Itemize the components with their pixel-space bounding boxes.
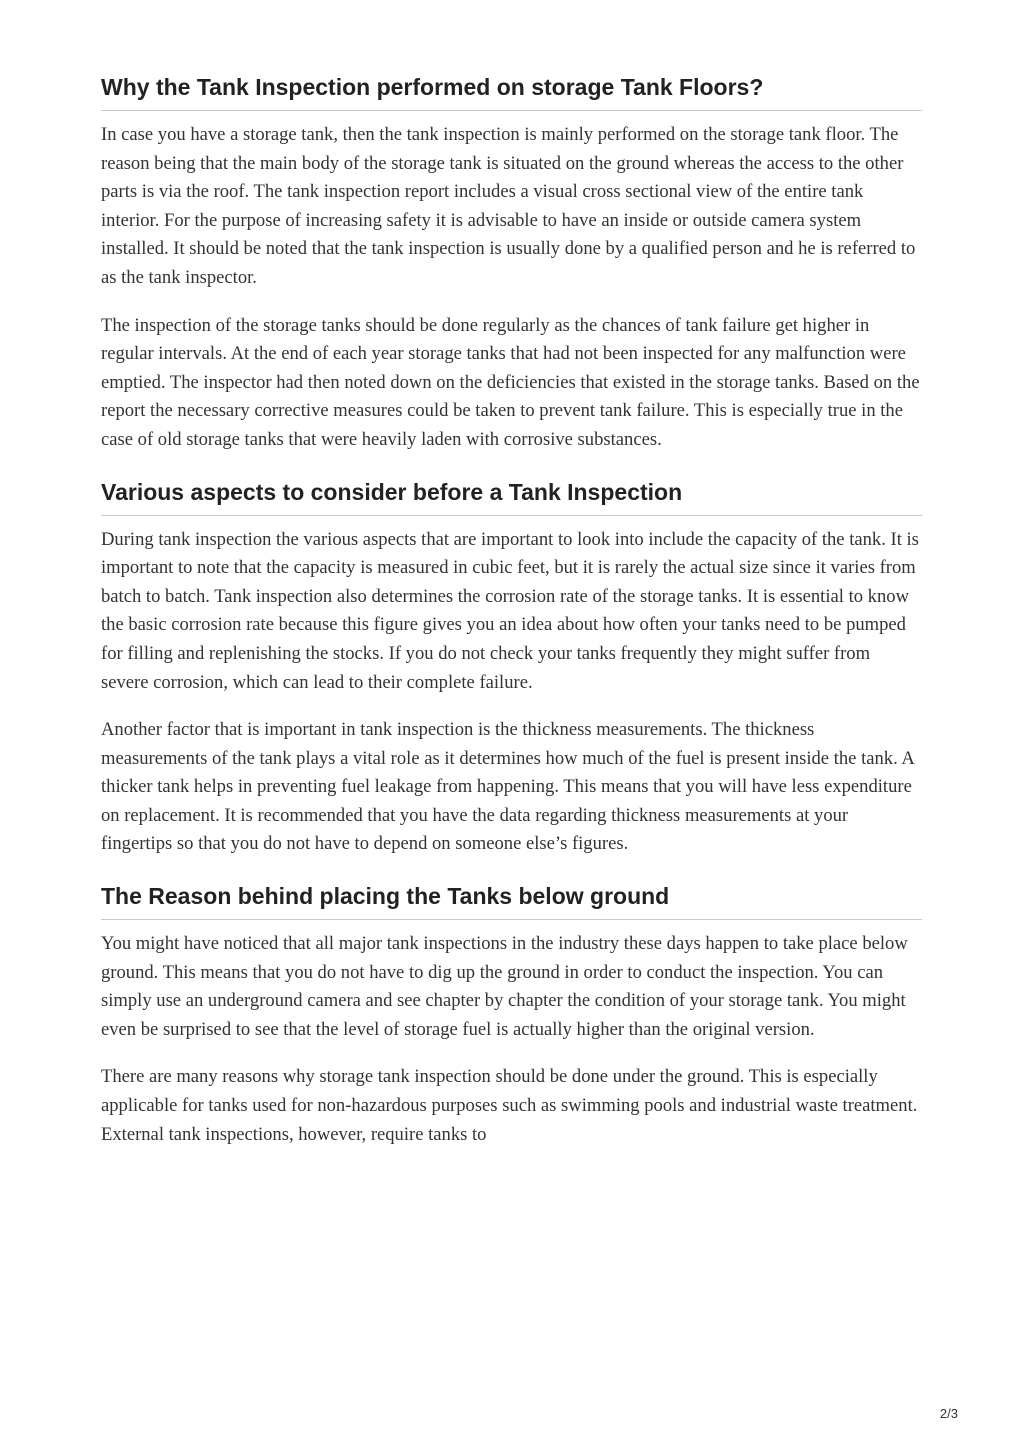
paragraph: You might have noticed that all major tank inspections in the industry these days happen to take place below ground. This means that you do not have to dig up the ground in order to conduct the inspection. You can simply use an underground camera and see chapter by chapter the condition of your storage tank. You might even be surprised to see that the level of storage fuel is actually higher than the original version.: [101, 933, 908, 1040]
paragraph: There are many reasons why storage tank inspection should be done under the ground. This is especially applicable for tanks used for non-hazardous purposes such as swimming pools and industrial waste treatment. External tank inspections, however, require tanks to: [101, 1066, 918, 1145]
section-heading: Various aspects to consider before a Tank Inspection: [101, 477, 922, 516]
section-tank-floors: [101, 72, 922, 455]
section-heading: Why the Tank Inspection performed on storage Tank Floors?: [101, 72, 922, 111]
paragraph: The inspection of the storage tanks should be done regularly as the chances of tank failure get higher in regular intervals. At the end of each year storage tanks that had not been inspected for any malfunction were emptied. The inspector had then noted down on the deficiencies that existed in the storage tanks. Based on the report the necessary corrective measures could be taken to prevent tank failure. This is especially true in the case of old storage tanks that were heavily laden with corrosive substances.: [101, 314, 920, 450]
paragraph: Another factor that is important in tank inspection is the thickness measurements. The thickness measurements of the tank plays a vital role as it determines how much of the fuel is present inside the tank. A thicker tank helps in preventing fuel leakage from happening. This means that you will have less expenditure on replacement. It is recommended that you have the data regarding thickness measurements at your fingertips so that you do not have to depend on someone else’s figures.: [101, 719, 914, 855]
section-heading: The Reason behind placing the Tanks below ground: [101, 881, 922, 920]
paragraph: During tank inspection the various aspects that are important to look into include the capacity of the tank. It is important to note that the capacity is measured in cubic feet, but it is rarely the actual size since it varies from batch to batch. Tank inspection also determines the corrosion rate of the storage tanks. It is essential to know the basic corrosion rate because this figure gives you an idea about how often your tanks need to be pumped for filling and replenishing the stocks. If you do not check your tanks frequently they might suffer from severe corrosion, which can lead to their complete failure.: [101, 528, 919, 693]
document-page: [101, 72, 922, 1171]
section-various-aspects: [101, 477, 922, 860]
paragraph: In case you have a storage tank, then the tank inspection is mainly performed on the storage tank floor. The reason being that the main body of the storage tank is situated on the ground whereas the access to the other parts is via the roof. The tank inspection report includes a visual cross sectional view of the entire tank interior. For the purpose of increasing safety it is advisable to have an inside or outside camera system installed. It should be noted that the tank inspection is usually done by a qualified person and he is referred to as the tank inspector.: [101, 124, 916, 288]
section-below-ground: [101, 881, 922, 1149]
page-number: 2/3: [939, 1406, 958, 1421]
